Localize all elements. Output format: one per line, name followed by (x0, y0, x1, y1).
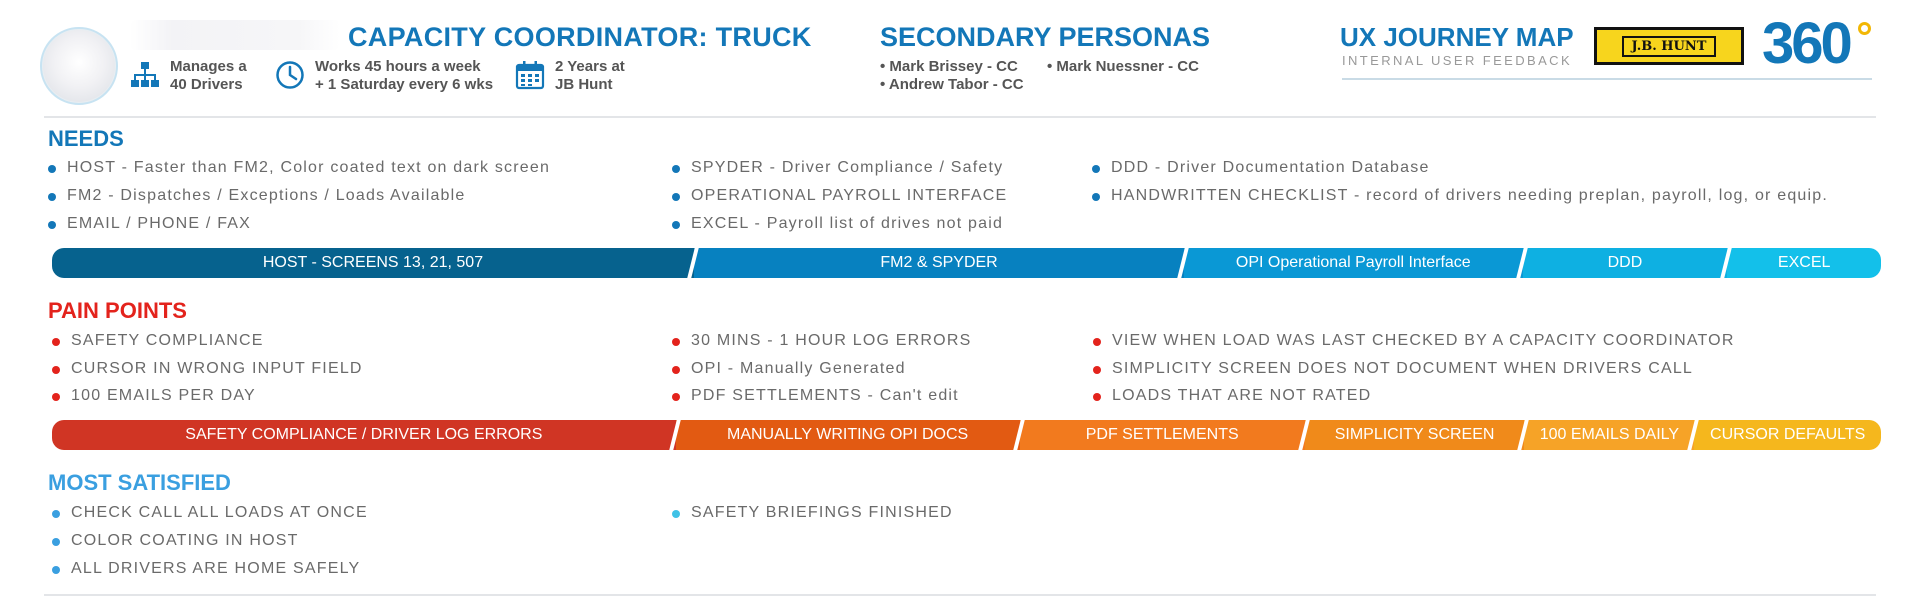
pain-bar-segment: MANUALLY WRITING OPI DOCS (676, 420, 1020, 450)
footer-divider (44, 594, 1876, 596)
persona-item: • Mark Brissey - CC (880, 58, 1018, 75)
pain-bar-segment: PDF SETTLEMENTS (1020, 420, 1305, 450)
needs-item: HOST - Faster than FM2, Color coated text on dark screen (48, 159, 550, 177)
pain-item: PDF SETTLEMENTS - Can't edit (672, 387, 959, 405)
org-chart-icon (130, 60, 160, 90)
fact-tenure (515, 58, 625, 94)
fact-manages (130, 58, 247, 94)
pain-item: 30 MINS - 1 HOUR LOG ERRORS (672, 332, 971, 350)
needs-bar-segment: FM2 & SPYDER (694, 248, 1184, 278)
pain-points-bar (52, 420, 1881, 450)
calendar-icon (515, 60, 545, 90)
needs-item: SPYDER - Driver Compliance / Safety (672, 159, 1003, 177)
pain-bar-segment: SAFETY COMPLIANCE / DRIVER LOG ERRORS (52, 420, 676, 450)
persona-header (0, 0, 1920, 118)
journey-map-subtitle: INTERNAL USER FEEDBACK (1342, 53, 1573, 68)
needs-item: OPERATIONAL PAYROLL INTERFACE (672, 187, 1007, 205)
pain-item: SIMPLICITY SCREEN DOES NOT DOCUMENT WHEN DRIVERS CALL (1093, 360, 1693, 378)
fact-line: 2 Years at (555, 58, 625, 75)
pain-item: SAFETY COMPLIANCE (52, 332, 264, 350)
fact-line: + 1 Saturday every 6 wks (315, 76, 494, 93)
persona-item: • Andrew Tabor - CC (880, 76, 1024, 93)
needs-bar-segment: DDD (1523, 248, 1728, 278)
satisfied-item: SAFETY BRIEFINGS FINISHED (672, 504, 953, 522)
fact-line: 40 Drivers (170, 76, 243, 93)
satisfied-item: CHECK CALL ALL LOADS AT ONCE (52, 504, 368, 522)
pain-bar-segment: SIMPLICITY SCREEN (1305, 420, 1524, 450)
needs-item: FM2 - Dispatches / Exceptions / Loads Available (48, 187, 466, 205)
fact-line: Works 45 hours a week (315, 58, 481, 75)
needs-bar-segment: OPI Operational Payroll Interface (1184, 248, 1522, 278)
most-satisfied-heading: MOST SATISFIED (48, 470, 231, 495)
title-underline (1342, 78, 1872, 80)
needs-bar-segment: EXCEL (1727, 248, 1881, 278)
avatar (40, 27, 118, 105)
needs-bar-segment: HOST - SCREENS 13, 21, 507 (52, 248, 694, 278)
satisfied-item: COLOR COATING IN HOST (52, 532, 299, 550)
needs-tools-bar (52, 248, 1881, 278)
jb-hunt-logo (1594, 27, 1744, 65)
pain-item: VIEW WHEN LOAD WAS LAST CHECKED BY A CAPACITY COORDINATOR (1093, 332, 1735, 350)
pain-bar-segment: 100 EMAILS DAILY (1524, 420, 1694, 450)
needs-item: DDD - Driver Documentation Database (1092, 159, 1430, 177)
pain-item: LOADS THAT ARE NOT RATED (1093, 387, 1371, 405)
secondary-personas-title: SECONDARY PERSONAS (880, 22, 1211, 52)
brand-360: 360 (1762, 11, 1850, 76)
pain-item: OPI - Manually Generated (672, 360, 906, 378)
pain-points-heading: PAIN POINTS (48, 298, 187, 323)
needs-item: EMAIL / PHONE / FAX (48, 215, 251, 233)
satisfied-item: ALL DRIVERS ARE HOME SAFELY (52, 560, 360, 578)
redacted-name (130, 20, 340, 50)
pain-item: 100 EMAILS PER DAY (52, 387, 256, 405)
clock-icon (275, 60, 305, 90)
needs-item: HANDWRITTEN CHECKLIST - record of drivers needing preplan, payroll, log, or equip. (1092, 187, 1828, 205)
degree-ring-icon (1858, 22, 1871, 35)
needs-heading: NEEDS (48, 126, 124, 151)
logo-text: J.B. HUNT (1622, 36, 1717, 57)
header-divider (44, 116, 1876, 118)
fact-line: Manages a (170, 58, 247, 75)
persona-role-title: CAPACITY COORDINATOR: TRUCK (348, 22, 812, 52)
fact-hours (275, 58, 493, 94)
journey-map-title: UX JOURNEY MAP (1340, 22, 1574, 52)
persona-item: • Mark Nuessner - CC (1047, 58, 1199, 75)
needs-item: EXCEL - Payroll list of drives not paid (672, 215, 1003, 233)
pain-item: CURSOR IN WRONG INPUT FIELD (52, 360, 363, 378)
pain-bar-segment: CURSOR DEFAULTS (1694, 420, 1881, 450)
fact-line: JB Hunt (555, 76, 613, 93)
